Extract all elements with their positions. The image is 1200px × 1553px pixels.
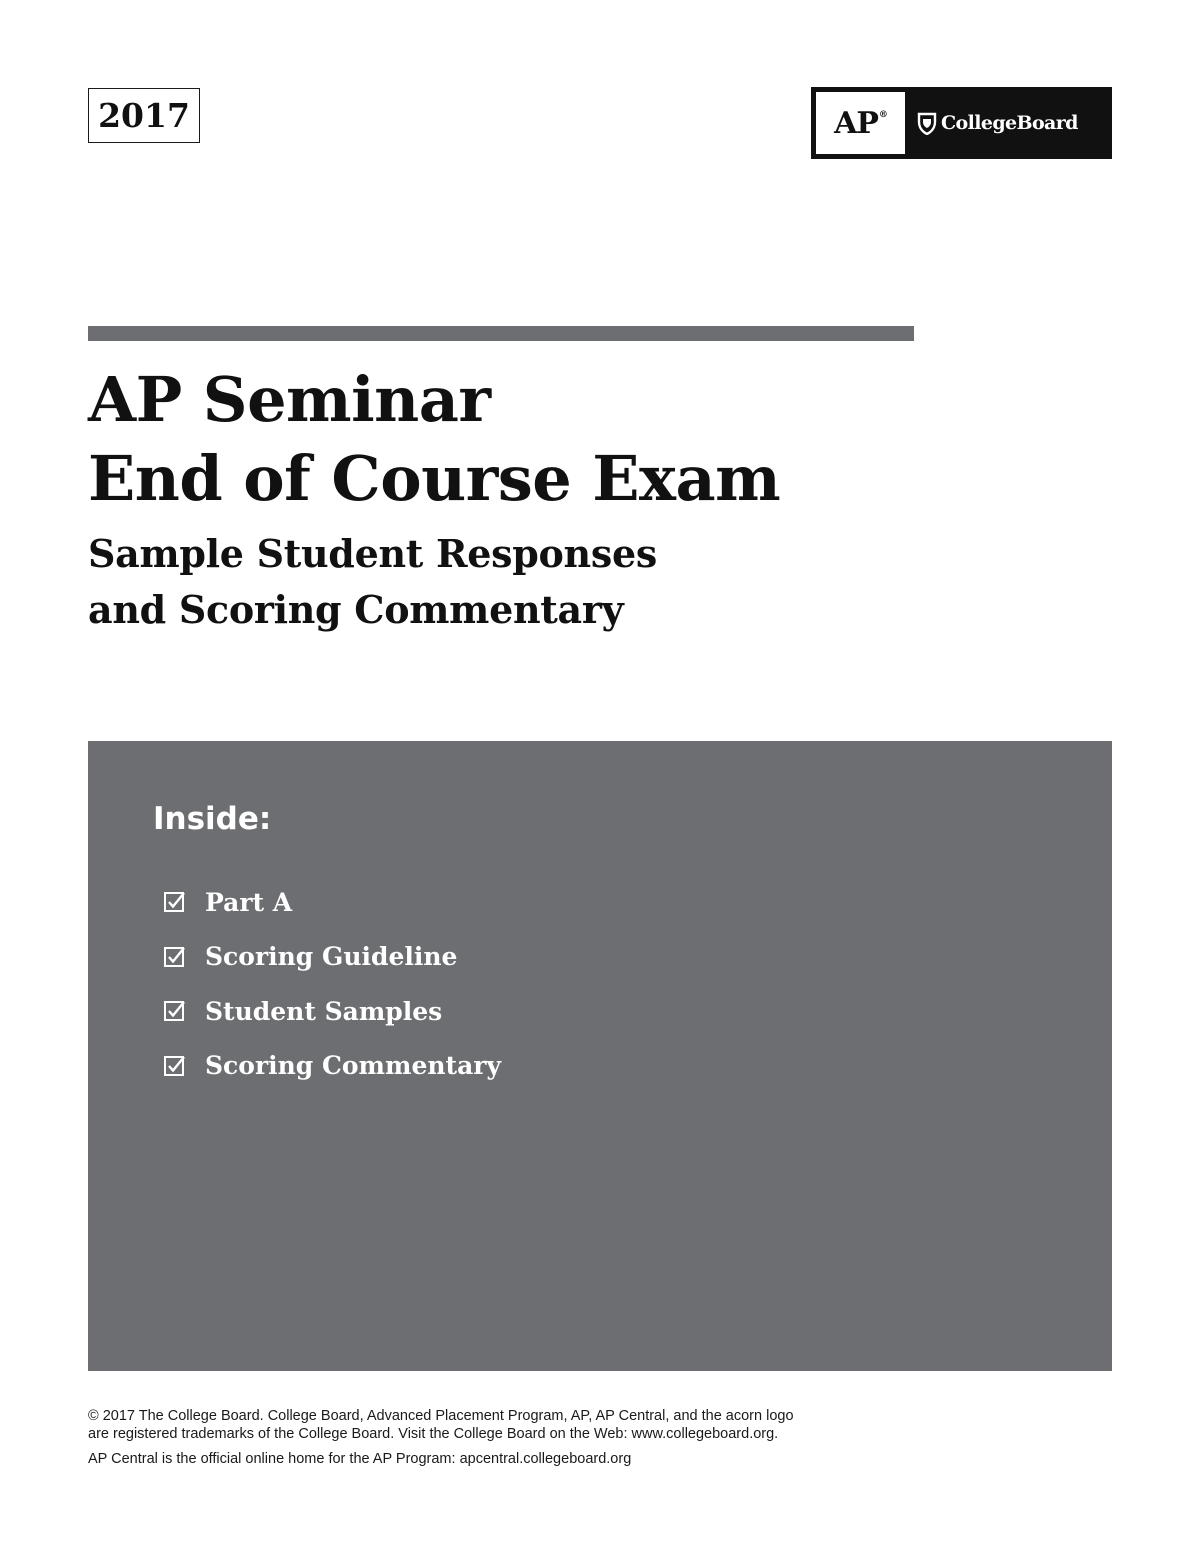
checklist-item: [163, 984, 501, 1039]
ap-logo-text: AP®: [834, 105, 887, 141]
checkbox-checked-icon: [163, 999, 187, 1023]
checklist-item-label: Scoring Guideline: [205, 942, 458, 972]
checklist-item-label: Student Samples: [205, 996, 443, 1026]
ap-collegeboard-logo: [811, 87, 1112, 159]
inside-heading: Inside:: [153, 801, 272, 837]
copyright-line-2: are registered trademarks of the College Board. Visit the College Board on the Web: www.collegeboard.org.: [88, 1426, 779, 1442]
checklist-item: [163, 875, 501, 930]
acorn-icon: [917, 111, 937, 135]
title-rule: [88, 326, 914, 341]
collegeboard-logo: [917, 87, 1078, 159]
year-badge: 2017: [88, 88, 200, 143]
inside-checklist: [163, 875, 501, 1093]
subtitle-line-2: and Scoring Commentary: [88, 587, 624, 632]
page-subtitle: [88, 526, 657, 638]
page-title: [88, 360, 780, 518]
copyright-line-1: © 2017 The College Board. College Board, Advanced Placement Program, AP, AP Central, and the acorn logo: [88, 1408, 794, 1424]
title-line-1: AP Seminar: [88, 363, 491, 436]
checklist-item-label: Scoring Commentary: [205, 1051, 501, 1081]
checkbox-checked-icon: [163, 890, 187, 914]
checklist-item: [163, 1039, 501, 1094]
checklist-item-label: Part A: [205, 887, 293, 917]
subtitle-line-1: Sample Student Responses: [88, 531, 657, 576]
legal-footer: [88, 1407, 794, 1468]
ap-central-line: AP Central is the official online home for the AP Program: apcentral.collegeboard.org: [88, 1451, 632, 1467]
checklist-item: [163, 930, 501, 985]
title-line-2: End of Course Exam: [88, 442, 781, 515]
inside-panel: [88, 741, 1112, 1371]
collegeboard-logo-text: CollegeBoard: [941, 112, 1078, 134]
checkbox-checked-icon: [163, 1054, 187, 1078]
checkbox-checked-icon: [163, 945, 187, 969]
ap-logo: [816, 92, 905, 154]
